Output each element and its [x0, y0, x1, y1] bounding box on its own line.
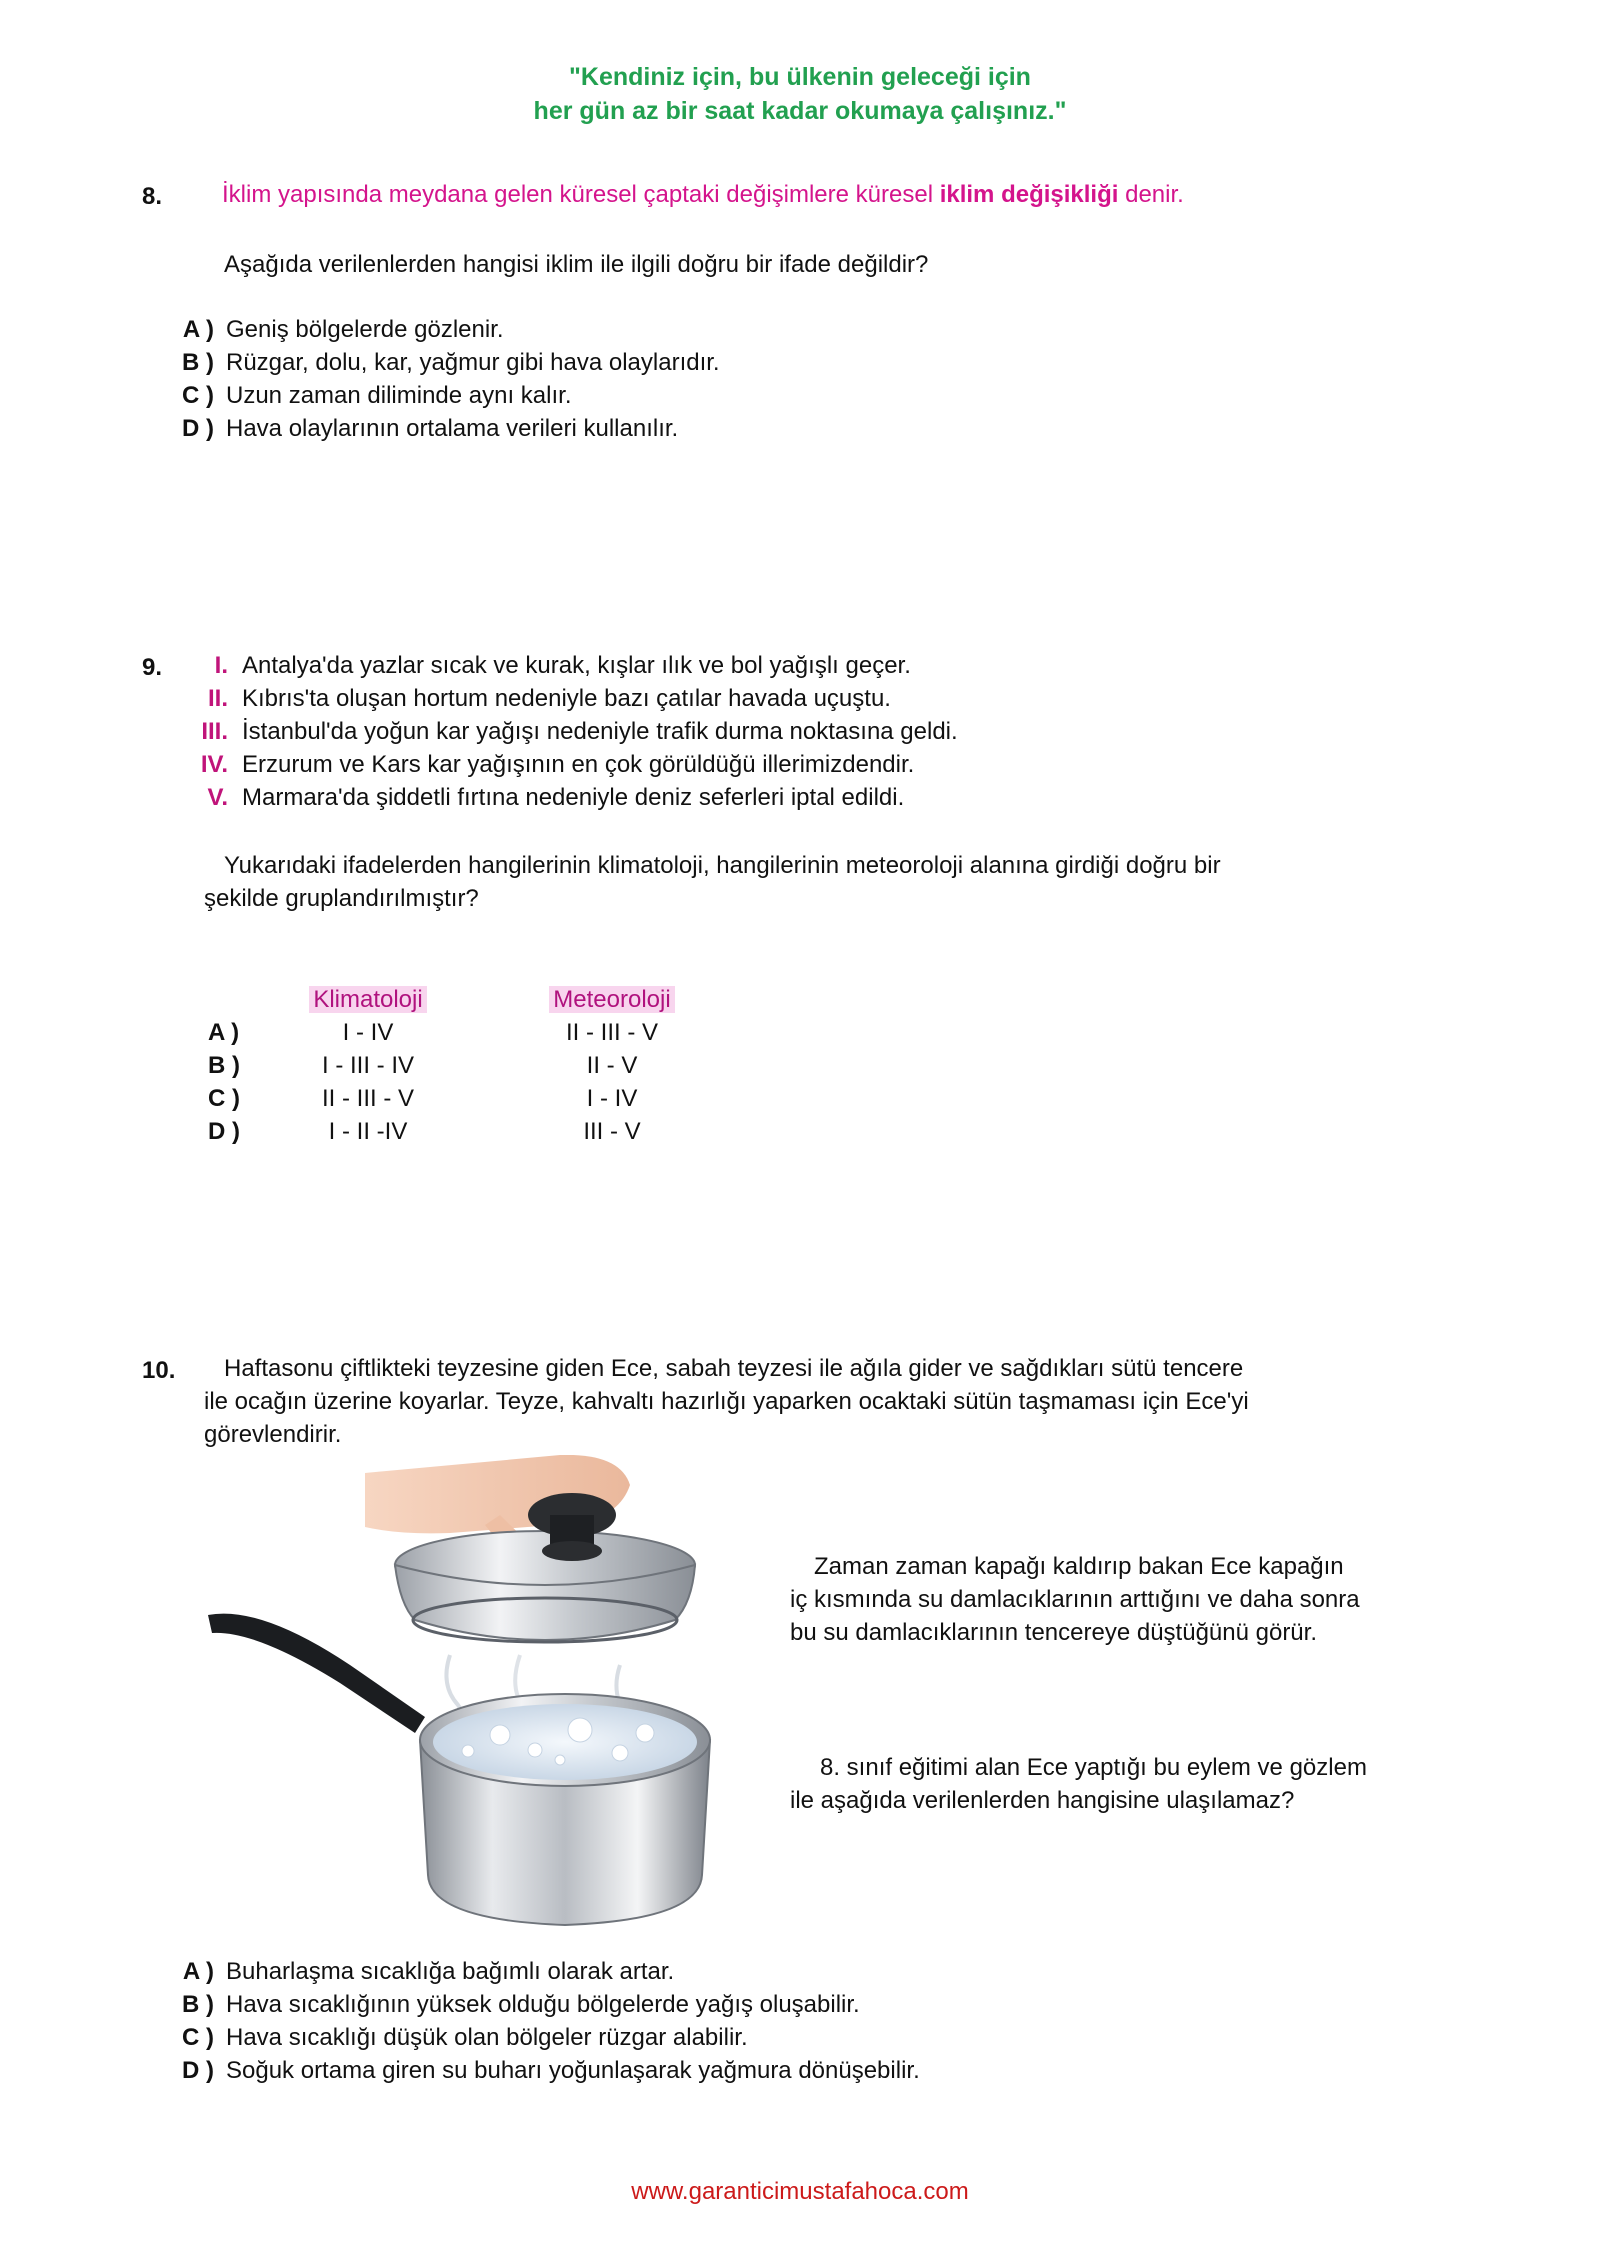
motto-header	[0, 60, 1600, 128]
statement-text: İstanbul'da yoğun kar yağışı nedeniyle trafik durma noktasına geldi.	[242, 718, 958, 745]
q9-option-d[interactable]	[208, 1115, 702, 1148]
q9-prompt-line-2: şekilde gruplandırılmıştır?	[204, 885, 479, 912]
q9-prompt-line-1: Yukarıdaki ifadelerden hangilerinin klimatoloji, hangilerinin meteoroloji alanına girdiği doğru bir	[224, 852, 1221, 879]
q10-option-d[interactable]	[168, 2054, 920, 2087]
option-letter: C )	[208, 1085, 240, 1112]
option-text: Hava sıcaklığının yüksek olduğu bölgelerde yağış oluşabilir.	[226, 1991, 860, 2018]
q10-intro-line-3: görevlendirir.	[204, 1421, 342, 1448]
q8-intro-b: denir.	[1118, 181, 1184, 208]
q10-option-b[interactable]	[168, 1988, 920, 2021]
option-text: Geniş bölgelerde gözlenir.	[226, 316, 504, 343]
q10-prompt-line-2: ile aşağıda verilenlerden hangisine ulaşılamaz?	[790, 1787, 1295, 1814]
question-9-table	[208, 983, 702, 1148]
option-letter: C )	[182, 2024, 214, 2051]
option-letter: B )	[208, 1052, 240, 1079]
roman-numeral: V.	[207, 784, 228, 811]
meteoroloji-value: III - V	[583, 1118, 641, 1145]
roman-numeral: II.	[207, 685, 228, 712]
question-8-number: 8.	[142, 183, 163, 210]
q9-option-c[interactable]	[208, 1082, 702, 1115]
q10-option-c[interactable]	[168, 2021, 920, 2054]
q8-intro-a: İklim yapısında meydana gelen küresel çaptaki değişimlere küresel	[222, 181, 940, 208]
motto-line-2: her gün az bir saat kadar okumaya çalışınız."	[533, 97, 1067, 125]
statement-text: Marmara'da şiddetli fırtına nedeniyle deniz seferleri iptal edildi.	[242, 784, 905, 811]
klimatoloji-value: I - III - IV	[321, 1052, 414, 1079]
q10-option-a[interactable]	[168, 1955, 920, 1988]
option-text: Buharlaşma sıcaklığa bağımlı olarak artar.	[226, 1958, 675, 1985]
motto-line-1: "Kendiniz için, bu ülkenin geleceği için	[569, 63, 1031, 91]
q8-option-a[interactable]	[168, 313, 720, 346]
klimatoloji-value: I - II -IV	[328, 1118, 408, 1145]
question-9-prompt	[204, 849, 1221, 915]
column-header-meteoroloji: Meteoroloji	[549, 986, 674, 1013]
statement-2	[168, 682, 958, 715]
question-8-prompt: Aşağıda verilenlerden hangisi iklim ile ilgili doğru bir ifade değildir?	[224, 251, 929, 278]
q10-prompt-line-1: 8. sınıf eğitimi alan Ece yaptığı bu eylem ve gözlem	[820, 1754, 1367, 1781]
roman-numeral: IV.	[200, 751, 228, 778]
statement-text: Erzurum ve Kars kar yağışının en çok görüldüğü illerimizdendir.	[242, 751, 915, 778]
q8-option-b[interactable]	[168, 346, 720, 379]
question-10-intro	[204, 1352, 1249, 1451]
column-header-klimatoloji: Klimatoloji	[309, 986, 426, 1013]
option-text: Soğuk ortama giren su buharı yoğunlaşarak yağmura dönüşebilir.	[226, 2057, 920, 2084]
statement-1	[168, 649, 958, 682]
q9-option-a[interactable]	[208, 1016, 702, 1049]
observation-line-3: bu su damlacıklarının tencereye düştüğünü görür.	[790, 1619, 1317, 1646]
option-letter: A )	[208, 1019, 240, 1046]
q8-option-d[interactable]	[168, 412, 720, 445]
pot-with-lid-illustration	[200, 1455, 760, 1935]
statement-4	[168, 748, 958, 781]
question-10-prompt	[790, 1751, 1367, 1817]
statement-3	[168, 715, 958, 748]
option-letter: A )	[182, 316, 214, 343]
table-header-row	[208, 983, 702, 1016]
klimatoloji-value: I - IV	[342, 1019, 394, 1046]
observation-line-1: Zaman zaman kapağı kaldırıp bakan Ece kapağın	[814, 1553, 1344, 1580]
observation-line-2: iç kısmında su damlacıklarının arttığını ve daha sonra	[790, 1586, 1360, 1613]
question-8-intro	[222, 178, 1184, 211]
meteoroloji-value: II - V	[586, 1052, 638, 1079]
option-letter: D )	[182, 2057, 214, 2084]
option-letter: C )	[182, 382, 214, 409]
q10-intro-line-1: Haftasonu çiftlikteki teyzesine giden Ece, sabah teyzesi ile ağıla gider ve sağdıkları sütü tencere	[224, 1355, 1244, 1382]
option-letter: A )	[182, 1958, 214, 1985]
option-letter: B )	[182, 1991, 214, 2018]
statement-text: Antalya'da yazlar sıcak ve kurak, kışlar ılık ve bol yağışlı geçer.	[242, 652, 911, 679]
option-text: Hava sıcaklığı düşük olan bölgeler rüzgar alabilir.	[226, 2024, 748, 2051]
option-letter: D )	[182, 415, 214, 442]
roman-numeral: I.	[214, 652, 228, 679]
option-text: Uzun zaman diliminde aynı kalır.	[226, 382, 572, 409]
option-letter: D )	[208, 1118, 240, 1145]
meteoroloji-value: I - IV	[586, 1085, 638, 1112]
klimatoloji-value: II - III - V	[321, 1085, 414, 1112]
q10-intro-line-2: ile ocağın üzerine koyarlar. Teyze, kahvaltı hazırlığı yaparken ocaktaki sütün taşmaması için Ece'yi	[204, 1388, 1249, 1415]
q8-intro-bold: iklim değişikliği	[939, 181, 1119, 208]
statement-5	[168, 781, 958, 814]
footer-url-link[interactable]: www.garanticimustafahoca.com	[631, 2178, 969, 2205]
question-9-number: 9.	[142, 654, 163, 681]
statement-text: Kıbrıs'ta oluşan hortum nedeniyle bazı çatılar havada uçuştu.	[242, 685, 891, 712]
option-letter: B )	[182, 349, 214, 376]
question-8-options	[168, 313, 720, 445]
option-text: Hava olaylarının ortalama verileri kullanılır.	[226, 415, 679, 442]
q8-option-c[interactable]	[168, 379, 720, 412]
question-9-statements	[168, 649, 958, 814]
roman-numeral: III.	[201, 718, 228, 745]
q9-option-b[interactable]	[208, 1049, 702, 1082]
option-text: Rüzgar, dolu, kar, yağmur gibi hava olaylarıdır.	[226, 349, 720, 376]
question-10-options	[168, 1955, 920, 2087]
question-10-number: 10.	[142, 1357, 176, 1384]
question-10-observation	[790, 1550, 1360, 1649]
meteoroloji-value: II - III - V	[565, 1019, 658, 1046]
